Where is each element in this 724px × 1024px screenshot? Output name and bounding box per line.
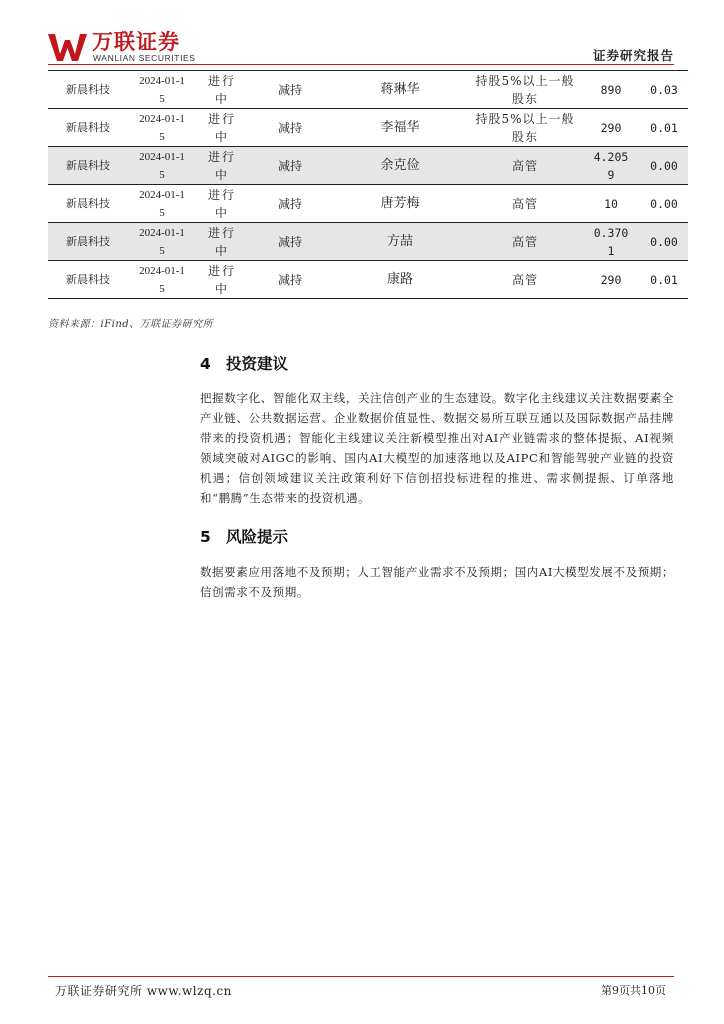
status-value: 进行中 bbox=[208, 73, 237, 106]
section-title: 风险提示 bbox=[226, 528, 289, 546]
name-value: 蒋琳华 bbox=[380, 81, 420, 97]
date-value: 2024-01-15 bbox=[139, 264, 185, 295]
cell-quantity bbox=[582, 147, 640, 185]
cell-position bbox=[468, 261, 582, 299]
name-value: 康路 bbox=[386, 271, 413, 287]
date-value: 2024-01-15 bbox=[139, 112, 185, 143]
table-source-note: 资料来源：iFind、万联证券研究所 bbox=[48, 319, 214, 330]
section-number: 5 bbox=[200, 528, 211, 546]
action-value: 减持 bbox=[277, 234, 302, 249]
cell-name bbox=[332, 71, 468, 109]
quantity-value: 290 bbox=[600, 272, 622, 287]
ratio-value: 0.01 bbox=[650, 120, 678, 135]
action-value: 减持 bbox=[277, 196, 302, 211]
name-value: 方喆 bbox=[386, 233, 413, 249]
cell-name bbox=[332, 185, 468, 223]
risk-warning-paragraph: 数据要素应用落地不及预期；人工智能产业需求不及预期；国内AI大模型发展不及预期；信创需求不及预期。 bbox=[200, 565, 674, 599]
date-value: 2024-01-15 bbox=[139, 74, 185, 105]
cell-date bbox=[128, 261, 196, 299]
table-row bbox=[48, 261, 688, 299]
company-logo bbox=[48, 30, 198, 66]
company-value: 新晨科技 bbox=[66, 196, 110, 210]
footer-company-website: 万联证券研究所 www.wlzq.cn bbox=[55, 984, 232, 998]
page-header bbox=[48, 30, 674, 66]
cell-status bbox=[196, 109, 248, 147]
cell-ratio bbox=[640, 147, 688, 185]
action-value: 减持 bbox=[277, 120, 302, 135]
date-value: 2024-01-15 bbox=[139, 188, 185, 219]
cell-status bbox=[196, 71, 248, 109]
footer-divider bbox=[48, 976, 674, 977]
section-heading-investment-advice bbox=[200, 352, 288, 374]
position-value: 持股5%以上一般股东 bbox=[475, 73, 575, 106]
cell-company bbox=[48, 71, 128, 109]
position-value: 高管 bbox=[511, 272, 538, 287]
cell-position bbox=[468, 71, 582, 109]
cell-status bbox=[196, 261, 248, 299]
position-value: 高管 bbox=[511, 196, 538, 211]
cell-ratio bbox=[640, 109, 688, 147]
cell-name bbox=[332, 261, 468, 299]
cell-position bbox=[468, 223, 582, 261]
company-value: 新晨科技 bbox=[66, 82, 110, 96]
cell-date bbox=[128, 223, 196, 261]
table-row bbox=[48, 185, 688, 223]
quantity-value: 890 bbox=[600, 82, 622, 97]
ratio-value: 0.00 bbox=[650, 158, 678, 173]
cell-date bbox=[128, 71, 196, 109]
table-row bbox=[48, 71, 688, 109]
table-row bbox=[48, 223, 688, 261]
cell-company bbox=[48, 185, 128, 223]
status-value: 进行中 bbox=[208, 187, 237, 220]
quantity-value: 4.2059 bbox=[593, 149, 629, 182]
status-value: 进行中 bbox=[208, 149, 237, 182]
cell-quantity bbox=[582, 185, 640, 223]
date-value: 2024-01-15 bbox=[139, 226, 185, 257]
date-value: 2024-01-15 bbox=[139, 150, 185, 181]
section-number: 4 bbox=[200, 355, 211, 373]
cell-ratio bbox=[640, 261, 688, 299]
cell-name bbox=[332, 109, 468, 147]
cell-name bbox=[332, 147, 468, 185]
company-value: 新晨科技 bbox=[66, 234, 110, 248]
ratio-value: 0.01 bbox=[650, 272, 678, 287]
cell-ratio bbox=[640, 223, 688, 261]
report-type-label: 证券研究报告 bbox=[592, 48, 674, 63]
name-value: 余克俭 bbox=[380, 157, 420, 173]
cell-date bbox=[128, 185, 196, 223]
cell-action bbox=[248, 71, 332, 109]
cell-quantity bbox=[582, 223, 640, 261]
cell-company bbox=[48, 109, 128, 147]
action-value: 减持 bbox=[277, 272, 302, 287]
section-title: 投资建议 bbox=[226, 355, 289, 373]
status-value: 进行中 bbox=[208, 225, 237, 258]
cell-quantity bbox=[582, 109, 640, 147]
name-value: 唐芳梅 bbox=[380, 195, 420, 211]
cell-action bbox=[248, 223, 332, 261]
position-value: 持股5%以上一般股东 bbox=[475, 111, 575, 144]
cell-action bbox=[248, 147, 332, 185]
quantity-value: 10 bbox=[604, 196, 618, 211]
cell-company bbox=[48, 261, 128, 299]
cell-ratio bbox=[640, 185, 688, 223]
company-value: 新晨科技 bbox=[66, 158, 110, 172]
cell-status bbox=[196, 147, 248, 185]
ratio-value: 0.00 bbox=[650, 234, 678, 249]
ratio-value: 0.00 bbox=[650, 196, 678, 211]
cell-name bbox=[332, 223, 468, 261]
footer-page-number: 第9页共10页 bbox=[601, 984, 666, 997]
cell-date bbox=[128, 109, 196, 147]
position-value: 高管 bbox=[511, 158, 538, 173]
action-value: 减持 bbox=[277, 82, 302, 97]
wanlian-w-logo-icon bbox=[48, 32, 88, 62]
header-divider bbox=[48, 64, 674, 65]
status-value: 进行中 bbox=[208, 111, 237, 144]
shareholder-reduction-table bbox=[48, 70, 688, 299]
cell-company bbox=[48, 223, 128, 261]
name-value: 李福华 bbox=[380, 119, 420, 135]
section-heading-risk-warning bbox=[200, 525, 288, 547]
status-value: 进行中 bbox=[208, 263, 237, 296]
table-row bbox=[48, 109, 688, 147]
cell-position bbox=[468, 109, 582, 147]
quantity-value: 0.3701 bbox=[593, 225, 629, 258]
company-value: 新晨科技 bbox=[66, 272, 110, 286]
cell-company bbox=[48, 147, 128, 185]
cell-status bbox=[196, 223, 248, 261]
position-value: 高管 bbox=[511, 234, 538, 249]
cell-quantity bbox=[582, 71, 640, 109]
cell-quantity bbox=[582, 261, 640, 299]
quantity-value: 290 bbox=[600, 120, 622, 135]
investment-advice-paragraph: 把握数字化、智能化双主线，关注信创产业的生态建设。数字化主线建议关注数据要素全产业链、公共数据运营、企业数据价值显性、数据交易所互联互通以及国际数据产品挂牌带来的投资机遇；智能化主线建议关注新模型推出对AI产业链需求的整体提振、AI视频领域突破对AIGC的影响、国内AI大模型的加速落地以及AIPC和智能驾驶产业链的投资机遇；信创领域建议关注政策利好下信创招投标进程的推进、需求侧提振、订单落地和“鹏腾”生态带来的投资机遇。 bbox=[200, 391, 674, 505]
cell-status bbox=[196, 185, 248, 223]
cell-action bbox=[248, 185, 332, 223]
logo-chinese-name: 万联证券 bbox=[92, 30, 180, 54]
ratio-value: 0.03 bbox=[650, 82, 678, 97]
cell-position bbox=[468, 147, 582, 185]
action-value: 减持 bbox=[277, 158, 302, 173]
cell-ratio bbox=[640, 71, 688, 109]
table-row bbox=[48, 147, 688, 185]
cell-action bbox=[248, 261, 332, 299]
company-value: 新晨科技 bbox=[66, 120, 110, 134]
cell-date bbox=[128, 147, 196, 185]
logo-english-name: WANLIAN SECURITIES bbox=[93, 53, 196, 63]
cell-action bbox=[248, 109, 332, 147]
cell-position bbox=[468, 185, 582, 223]
